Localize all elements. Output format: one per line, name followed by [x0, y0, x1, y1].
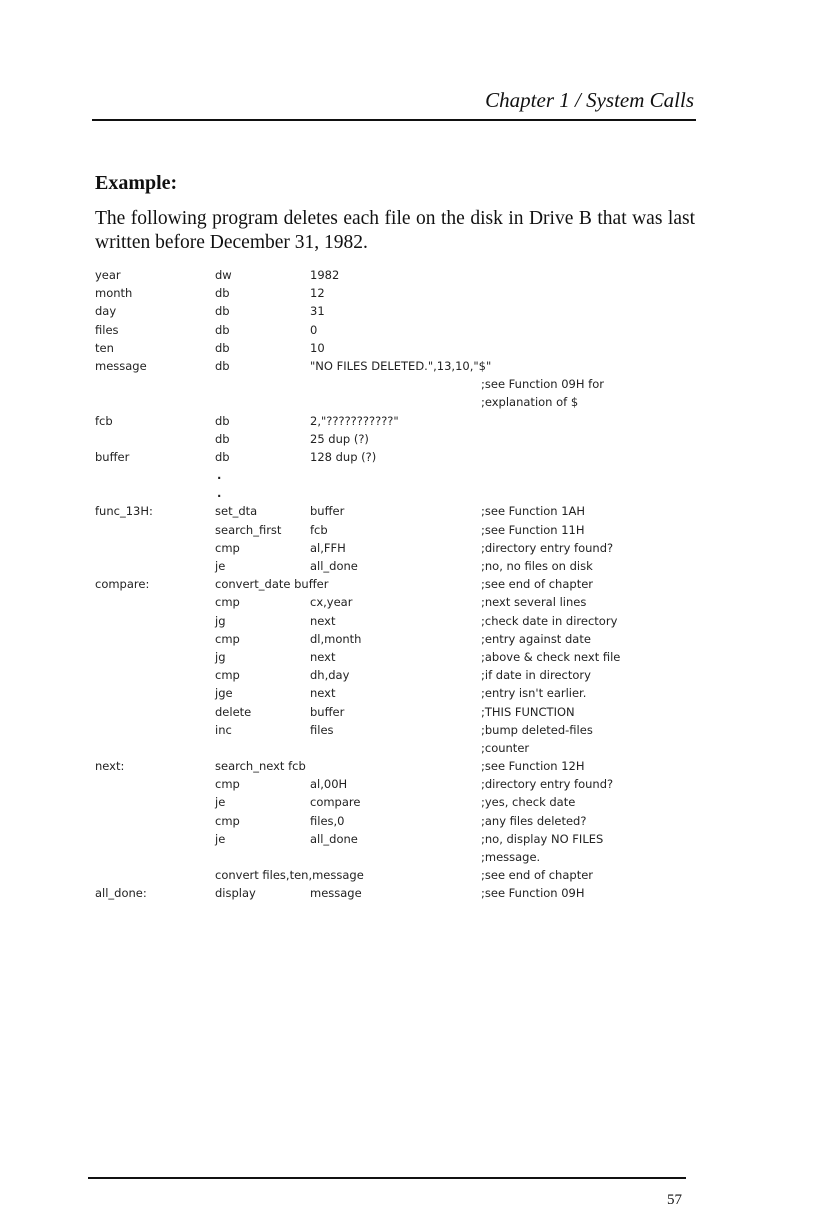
code-listing — [95, 268, 715, 905]
code-arg: buffer — [310, 704, 345, 719]
code-op: cmp — [215, 595, 240, 610]
code-arg: al,00H — [310, 777, 348, 792]
code-line — [95, 795, 715, 813]
code-line — [95, 814, 715, 832]
code-label: ten — [95, 340, 114, 355]
code-comment: ;check date in directory — [481, 613, 618, 628]
code-comment: ;next several lines — [481, 595, 587, 610]
code-arg: 0 — [310, 322, 318, 337]
code-arg: 128 dup (?) — [310, 449, 377, 464]
code-arg: buffer — [310, 504, 345, 519]
code-line — [95, 414, 715, 432]
code-op: db — [215, 413, 230, 428]
code-comment: ;message. — [481, 850, 541, 864]
code-comment: ;THIS FUNCTION — [481, 704, 575, 719]
code-op: search_first — [215, 522, 282, 537]
code-op: db — [215, 304, 230, 319]
code-comment: ;yes, check date — [481, 795, 576, 810]
code-line — [95, 541, 715, 559]
code-arg: compare — [310, 795, 361, 810]
code-arg: 12 — [310, 286, 325, 301]
code-line — [95, 777, 715, 795]
code-line — [95, 395, 715, 413]
code-comment: ;see Function 12H — [481, 759, 585, 774]
code-line — [95, 523, 715, 541]
code-comment: ;any files deleted? — [481, 813, 587, 828]
code-arg: al,FFH — [310, 540, 346, 555]
code-line — [95, 504, 715, 522]
code-line — [95, 577, 715, 595]
code-op: db — [215, 286, 230, 301]
code-comment: ;directory entry found? — [481, 777, 614, 792]
code-line — [95, 432, 715, 450]
code-line — [95, 886, 715, 904]
code-comment: ;above & check next file — [481, 649, 621, 664]
code-arg: message — [310, 886, 362, 901]
code-arg: "NO FILES DELETED.",13,10,"$" — [310, 358, 492, 373]
code-label: func_13H: — [95, 504, 153, 519]
code-arg: 25 dup (?) — [310, 431, 369, 446]
code-op: delete — [215, 704, 252, 719]
code-line — [95, 668, 715, 686]
code-comment: ;no, display NO FILES — [481, 831, 604, 846]
code-op: cmp — [215, 668, 240, 683]
code-label: message — [95, 358, 147, 373]
footer-rule — [88, 1177, 686, 1179]
code-op: je — [215, 831, 226, 846]
header-rule — [92, 119, 696, 121]
code-line — [95, 323, 715, 341]
code-line — [95, 759, 715, 777]
code-op: . — [217, 486, 222, 501]
running-header: Chapter 1 / System Calls — [485, 88, 694, 112]
code-comment: ;no, no files on disk — [481, 559, 593, 573]
code-line — [95, 468, 715, 486]
code-arg: 2,"???????????" — [310, 413, 399, 428]
code-comment: ;explanation of $ — [481, 395, 579, 410]
code-op: je — [215, 559, 226, 573]
code-arg: next — [310, 613, 336, 628]
intro-paragraph: The following program deletes each file on the disk in Drive B that was last written before December 31, 1982. — [95, 208, 695, 253]
code-label: all_done: — [95, 886, 147, 901]
code-label: year — [95, 268, 121, 282]
code-comment: ;see Function 11H — [481, 522, 585, 537]
code-comment: ;see end of chapter — [481, 868, 594, 883]
section-heading: Example: — [95, 172, 178, 194]
code-op: db — [215, 449, 230, 464]
code-arg: all_done — [310, 831, 358, 846]
code-op: dw — [215, 268, 232, 282]
code-op: search_next fcb — [215, 759, 306, 774]
code-arg: files — [310, 722, 334, 737]
code-arg: cx,year — [310, 595, 353, 610]
code-op: db — [215, 358, 230, 373]
code-arg: next — [310, 649, 336, 664]
code-op: cmp — [215, 631, 240, 646]
code-label: buffer — [95, 449, 130, 464]
code-op: jg — [215, 649, 226, 664]
code-line — [95, 595, 715, 613]
code-comment: ;bump deleted-files — [481, 722, 593, 737]
code-comment: ;see Function 09H — [481, 886, 585, 901]
code-op: je — [215, 795, 226, 810]
code-line — [95, 450, 715, 468]
code-op: convert_date buffer — [215, 577, 329, 592]
code-op: inc — [215, 722, 232, 737]
code-comment: ;if date in directory — [481, 668, 591, 683]
code-comment: ;directory entry found? — [481, 540, 614, 555]
code-line — [95, 377, 715, 395]
code-arg: all_done — [310, 559, 358, 573]
code-arg: files,0 — [310, 813, 345, 828]
code-label: month — [95, 286, 133, 301]
code-line — [95, 705, 715, 723]
code-line — [95, 868, 715, 886]
page-number: 57 — [667, 1192, 682, 1208]
code-op: cmp — [215, 540, 240, 555]
code-op: convert files,ten,message — [215, 868, 364, 883]
code-line — [95, 286, 715, 304]
code-label: next: — [95, 759, 125, 774]
code-line — [95, 832, 715, 850]
code-arg: dh,day — [310, 668, 350, 683]
code-line — [95, 359, 715, 377]
code-line — [95, 686, 715, 704]
code-arg: 10 — [310, 340, 325, 355]
code-op: cmp — [215, 777, 240, 792]
code-comment: ;see Function 1AH — [481, 504, 586, 519]
code-line — [95, 850, 715, 868]
code-line — [95, 650, 715, 668]
code-arg: dl,month — [310, 631, 362, 646]
code-line — [95, 632, 715, 650]
code-op: db — [215, 431, 230, 446]
code-op: set_dta — [215, 504, 258, 519]
code-line — [95, 559, 715, 577]
code-label: fcb — [95, 413, 113, 428]
code-label: day — [95, 304, 117, 319]
code-op: . — [217, 468, 222, 483]
code-line — [95, 341, 715, 359]
code-comment: ;see Function 09H for — [481, 377, 604, 392]
code-comment: ;entry isn't earlier. — [481, 686, 587, 701]
code-line — [95, 486, 715, 504]
code-label: files — [95, 322, 119, 337]
code-op: db — [215, 322, 230, 337]
code-comment: ;entry against date — [481, 631, 591, 646]
code-arg: 31 — [310, 304, 325, 319]
code-line — [95, 723, 715, 741]
code-op: cmp — [215, 813, 240, 828]
code-line — [95, 268, 715, 286]
code-comment: ;see end of chapter — [481, 577, 594, 592]
code-arg: fcb — [310, 522, 328, 537]
code-arg: 1982 — [310, 268, 340, 282]
code-op: jge — [215, 686, 233, 701]
code-arg: next — [310, 686, 336, 701]
code-op: db — [215, 340, 230, 355]
code-label: compare: — [95, 577, 150, 592]
code-line — [95, 741, 715, 759]
code-op: jg — [215, 613, 226, 628]
code-line — [95, 304, 715, 322]
code-op: display — [215, 886, 256, 901]
code-line — [95, 614, 715, 632]
code-comment: ;counter — [481, 740, 530, 755]
